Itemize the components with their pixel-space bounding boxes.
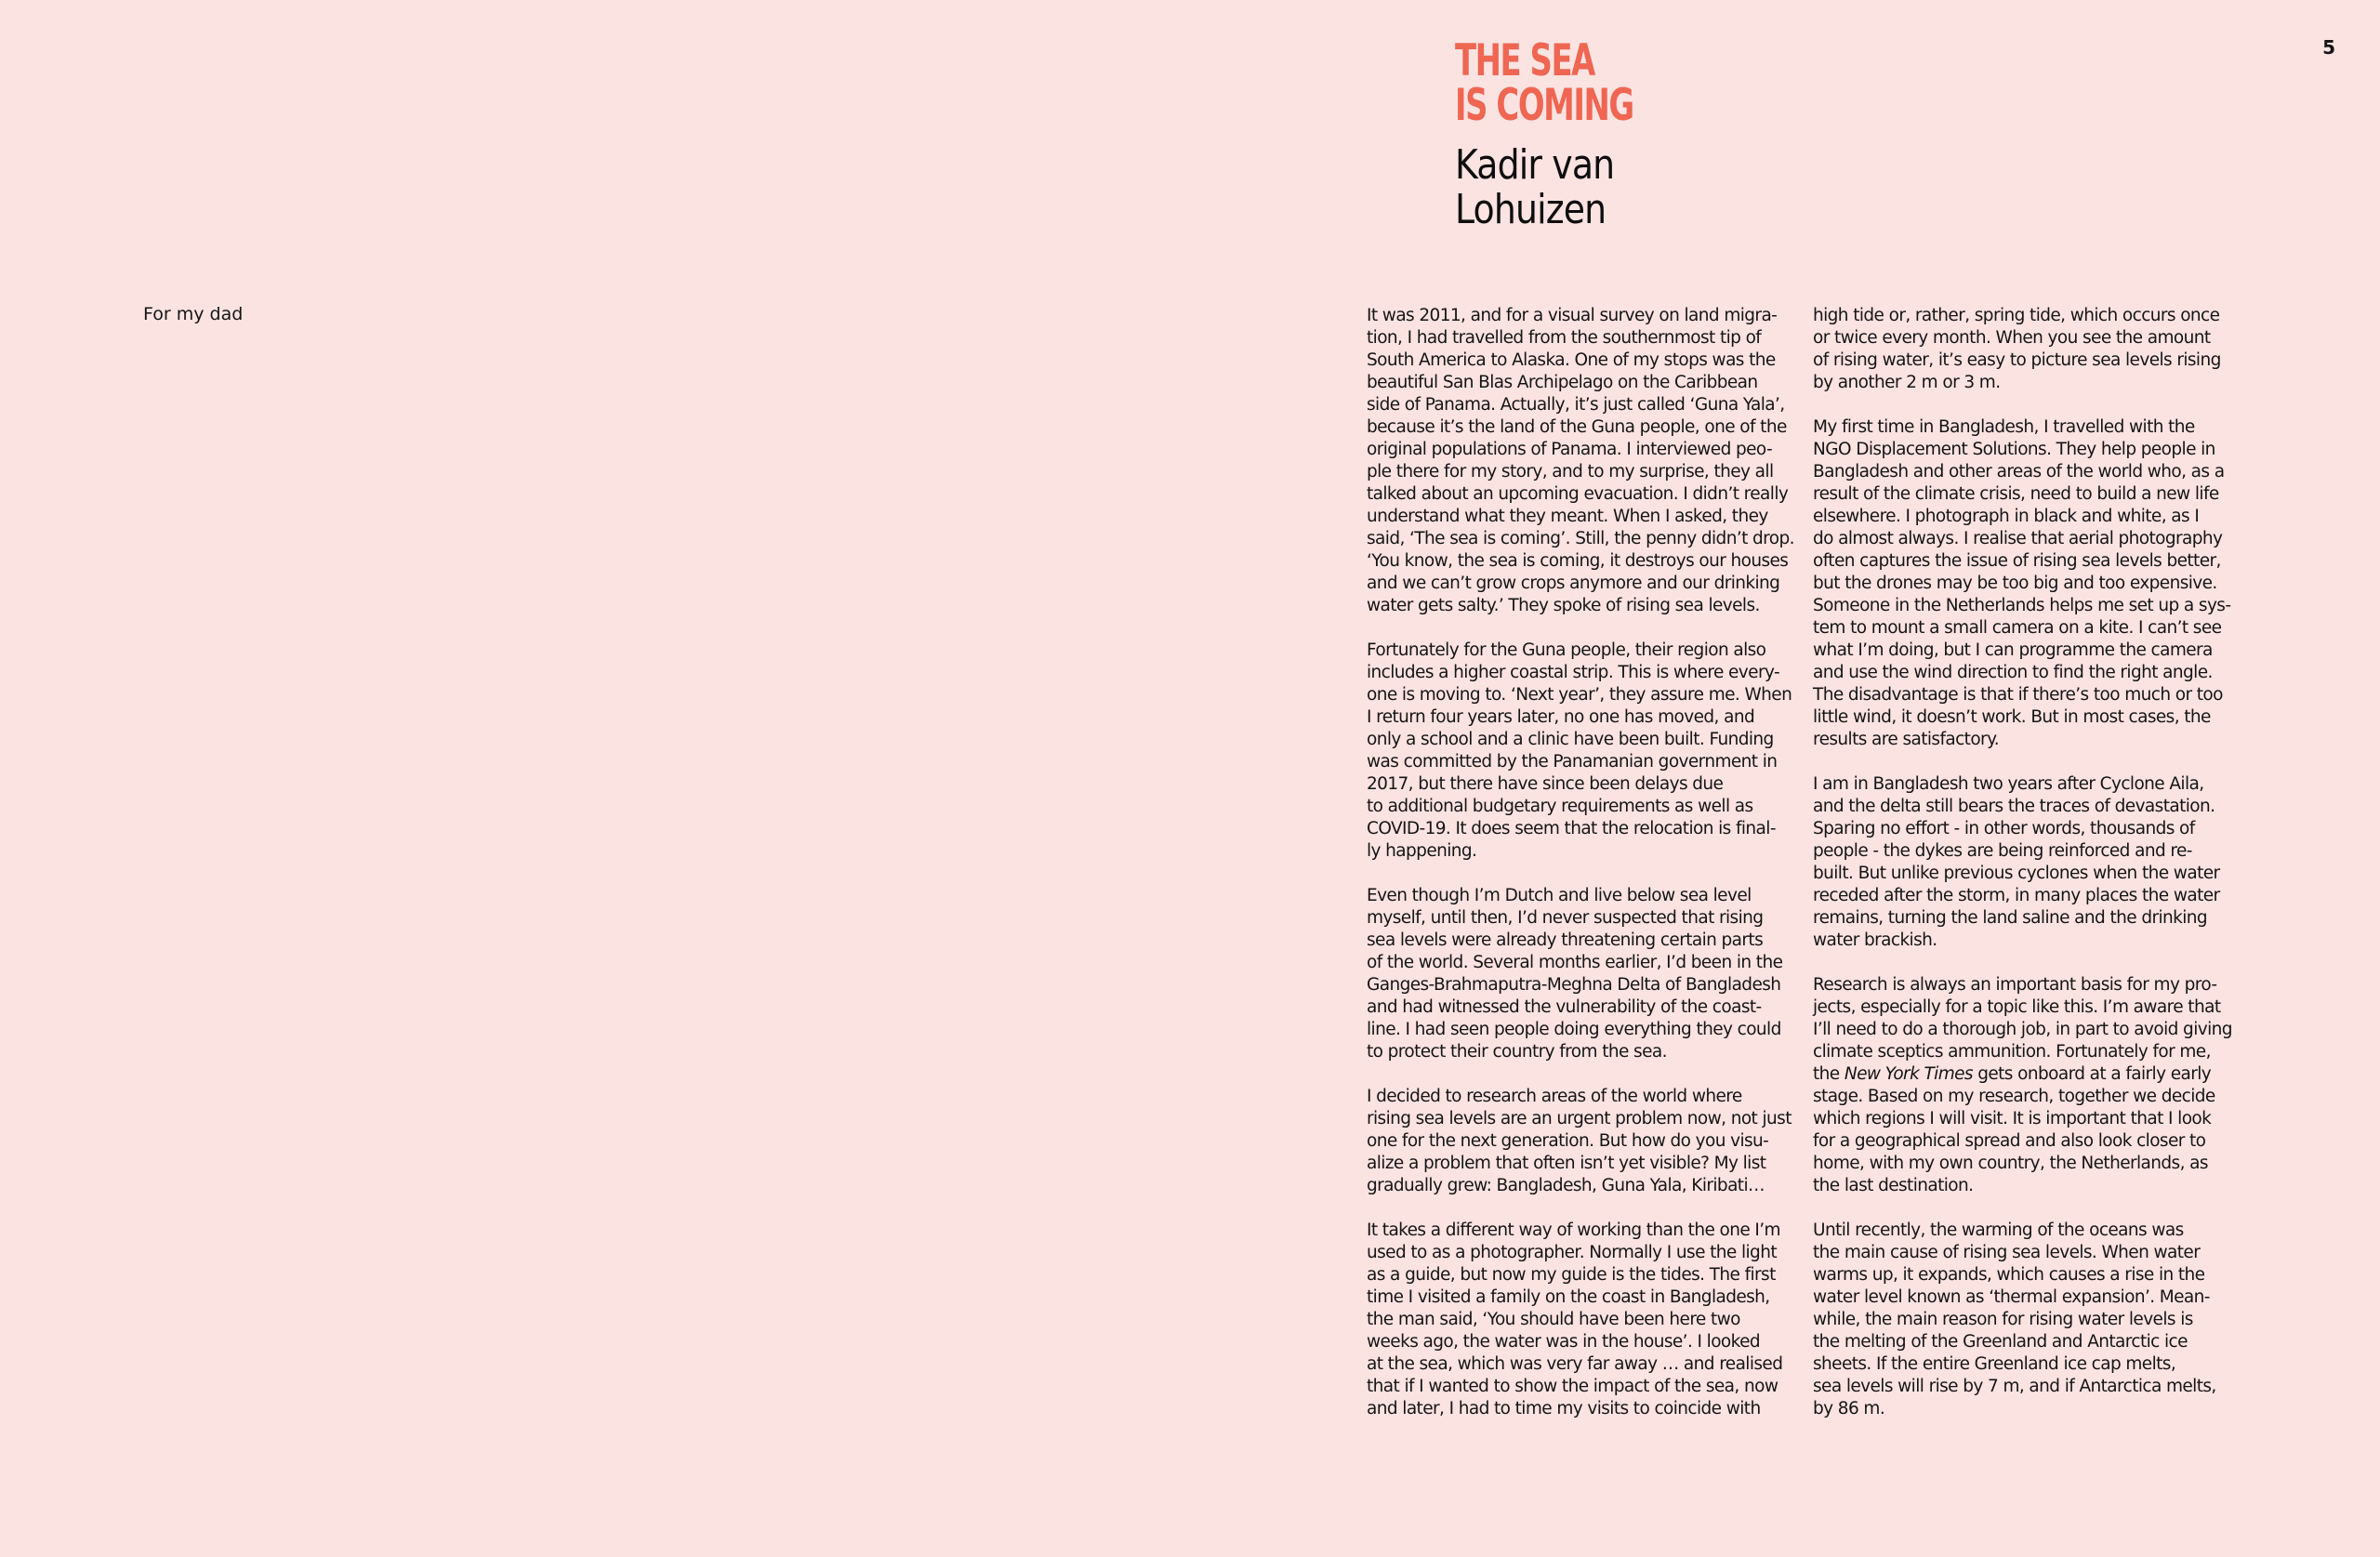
text-line: ly happening. (1367, 841, 1477, 861)
chapter-title-line: IS COMING (1455, 80, 1633, 131)
text-line: sea levels will rise by 7 m, and if Antarctica melts, (1813, 1377, 2216, 1396)
body-paragraph (1367, 1086, 1796, 1197)
text-line: I’ll need to do a thorough job, in part to avoid giving (1813, 1020, 2232, 1039)
text-line: and we can’t grow crops anymore and our drinking (1367, 574, 1780, 593)
text-line: that if I wanted to show the impact of the sea, now (1367, 1377, 1778, 1396)
text-line: home, with my own country, the Netherlands, as (1813, 1154, 2208, 1173)
text-line: includes a higher coastal strip. This is where every- (1367, 663, 1780, 682)
text-line: sea levels were already threatening certain parts (1367, 930, 1764, 950)
text-line: line. I had seen people doing everything they could (1367, 1020, 1781, 1039)
text-line: beautiful San Blas Archipelago on the Caribbean (1367, 373, 1758, 392)
text-line: jects, especially for a topic like this. I’m aware that (1813, 997, 2221, 1017)
text-line: NGO Displacement Solutions. They help people in (1813, 440, 2215, 459)
text-line: to protect their country from the sea. (1367, 1042, 1667, 1062)
text-line: alize a problem that often isn’t yet visible? My list (1367, 1154, 1766, 1173)
text-line: It takes a different way of working than the one I’m (1367, 1221, 1780, 1240)
text-line: weeks ago, the water was in the house’. I looked (1367, 1332, 1761, 1352)
text-line: original populations of Panama. I interviewed peo- (1367, 440, 1773, 459)
text-line: warms up, it expands, which causes a rise in the (1813, 1265, 2205, 1285)
text-line: the man said, ‘You should have been here two (1367, 1310, 1740, 1329)
text-line: Even though I’m Dutch and live below sea level (1367, 886, 1752, 905)
text-line: understand what they meant. When I asked, they (1367, 507, 1768, 526)
text-line: high tide or, rather, spring tide, which occurs once (1813, 306, 2220, 325)
text-line: what I’m doing, but I can programme the camera (1813, 640, 2213, 660)
text-line: and later, I had to time my visits to coincide with (1367, 1399, 1761, 1418)
text-line: used to as a photographer. Normally I use the light (1367, 1243, 1777, 1262)
chapter-title-line: THE SEA (1455, 35, 1594, 86)
text-line: the main cause of rising sea levels. When water (1813, 1243, 2201, 1262)
text-line: I return four years later, no one has moved, and (1367, 707, 1755, 727)
text-column-right (1813, 305, 2242, 1420)
text-line: one for the next generation. But how do you visu- (1367, 1131, 1769, 1151)
text-line: side of Panama. Actually, it’s just called ‘Guna Yala’, (1367, 395, 1785, 415)
text-line: and the delta still bears the traces of devastation. (1813, 797, 2215, 816)
text-line (1813, 1063, 2242, 1086)
text-line: remains, turning the land saline and the drinking (1813, 908, 2208, 928)
text-line: one is moving to. ‘Next year’, they assure me. When (1367, 685, 1792, 705)
text-fragment: gets onboard at a fairly early (1972, 1064, 2212, 1084)
text-column-left (1367, 305, 1796, 1420)
publication-title: New York Times (1844, 1064, 1973, 1084)
text-fragment: the (1813, 1064, 1844, 1084)
text-line: built. But unlike previous cyclones when the water (1813, 864, 2220, 883)
text-line: little wind, it doesn’t work. But in most cases, the (1813, 707, 2211, 727)
text-line: which regions I will visit. It is important that I look (1813, 1109, 2212, 1128)
dedication: For my dad (143, 304, 244, 324)
text-line: sheets. If the entire Greenland ice cap melts, (1813, 1354, 2176, 1374)
text-line: at the sea, which was very far away … and realised (1367, 1354, 1783, 1374)
author-name (1455, 143, 1668, 232)
text-line: Until recently, the warming of the oceans was (1813, 1221, 2184, 1240)
chapter-title (1455, 35, 1633, 131)
text-line: It was 2011, and for a visual survey on land migra- (1367, 306, 1778, 325)
text-line: of the world. Several months earlier, I’d been in the (1367, 953, 1783, 972)
text-line: the melting of the Greenland and Antarctic ice (1813, 1332, 2188, 1352)
text-line: talked about an upcoming evacuation. I didn’t really (1367, 484, 1789, 504)
text-line: but the drones may be too big and too expensive. (1813, 574, 2217, 593)
text-line: I am in Bangladesh two years after Cyclone Aila, (1813, 774, 2204, 794)
text-line: Ganges-Brahmaputra-Meghna Delta of Bangladesh (1367, 975, 1781, 995)
text-line: South America to Alaska. One of my stops was the (1367, 350, 1776, 370)
text-line: ple there for my story, and to my surprise, they all (1367, 462, 1774, 482)
text-line: water level known as ‘thermal expansion’. Mean- (1813, 1287, 2210, 1307)
text-line: and had witnessed the vulnerability of the coast- (1367, 997, 1762, 1017)
text-line: COVID-19. It does seem that the relocation is final- (1367, 819, 1776, 838)
body-paragraph (1813, 305, 2242, 394)
body-paragraph (1813, 416, 2242, 751)
text-line: was committed by the Panamanian government in (1367, 752, 1778, 772)
text-line: tem to mount a small camera on a kite. I can’t see (1813, 618, 2222, 638)
text-line: rising sea levels are an urgent problem now, not just (1367, 1109, 1792, 1128)
body-paragraph (1367, 305, 1796, 617)
text-line: often captures the issue of rising sea levels better, (1813, 551, 2221, 571)
text-line: only a school and a clinic have been built. Funding (1367, 730, 1774, 749)
text-line: Someone in the Netherlands helps me set up a sys- (1813, 596, 2231, 615)
text-line: water gets salty.’ They spoke of rising sea levels. (1367, 596, 1760, 615)
text-line: tion, I had travelled from the southernmost tip of (1367, 328, 1762, 348)
text-line: The disadvantage is that if there’s too much or too (1813, 685, 2223, 705)
text-line: as a guide, but now my guide is the tides. The first (1367, 1265, 1776, 1285)
text-line: My first time in Bangladesh, I travelled with the (1813, 417, 2195, 437)
body-paragraph (1367, 1220, 1796, 1420)
body-paragraph (1813, 1220, 2242, 1420)
text-line: while, the main reason for rising water levels is (1813, 1310, 2193, 1329)
text-line: stage. Based on my research, together we decide (1813, 1087, 2215, 1106)
text-line: said, ‘The sea is coming’. Still, the penny didn’t drop. (1367, 529, 1794, 548)
body-paragraph (1367, 640, 1796, 863)
text-line: elsewhere. I photograph in black and white, as I (1813, 507, 2200, 526)
text-line: or twice every month. When you see the amount (1813, 328, 2211, 348)
text-line: 2017, but there have since been delays due (1367, 774, 1724, 794)
text-line: myself, until then, I’d never suspected that rising (1367, 908, 1764, 928)
text-line: to additional budgetary requirements as well as (1367, 797, 1753, 816)
text-line: by 86 m. (1813, 1399, 1885, 1418)
body-paragraph (1813, 773, 2242, 952)
text-line: and use the wind direction to find the right angle. (1813, 663, 2213, 682)
text-line: receded after the storm, in many places the water (1813, 886, 2220, 905)
text-line: I decided to research areas of the world where (1367, 1087, 1742, 1106)
text-line: people - the dykes are being reinforced and re- (1813, 841, 2192, 861)
text-line: gradually grew: Bangladesh, Guna Yala, Kiribati… (1367, 1176, 1765, 1195)
title-block (1455, 35, 1702, 233)
author-name-line: Kadir van (1455, 141, 1615, 189)
text-line: of rising water, it’s easy to picture sea levels rising (1813, 350, 2221, 370)
text-line: ‘You know, the sea is coming, it destroys our houses (1367, 551, 1789, 571)
text-line: Research is always an important basis for my pro- (1813, 975, 2217, 995)
text-line: Bangladesh and other areas of the world who, as a (1813, 462, 2225, 482)
text-line: because it’s the land of the Guna people, one of the (1367, 417, 1787, 437)
text-line: Fortunately for the Guna people, their region also (1367, 640, 1766, 660)
author-name-line: Lohuizen (1455, 186, 1606, 233)
text-line: the last destination. (1813, 1176, 1974, 1195)
text-line: time I visited a family on the coast in Bangladesh, (1367, 1287, 1770, 1307)
text-line: Sparing no effort - in other words, thousands of (1813, 819, 2195, 838)
text-line: result of the climate crisis, need to build a new life (1813, 484, 2219, 504)
body-paragraph (1813, 974, 2242, 1197)
body-paragraph (1367, 885, 1796, 1063)
text-line: for a geographical spread and also look closer to (1813, 1131, 2206, 1151)
text-line: climate sceptics ammunition. Fortunately for me, (1813, 1042, 2211, 1062)
text-line: by another 2 m or 3 m. (1813, 373, 2001, 392)
text-line: do almost always. I realise that aerial photography (1813, 529, 2223, 548)
text-line: water brackish. (1813, 930, 1937, 950)
text-line: results are satisfactory. (1813, 730, 2000, 749)
page-number: 5 (2322, 36, 2335, 59)
